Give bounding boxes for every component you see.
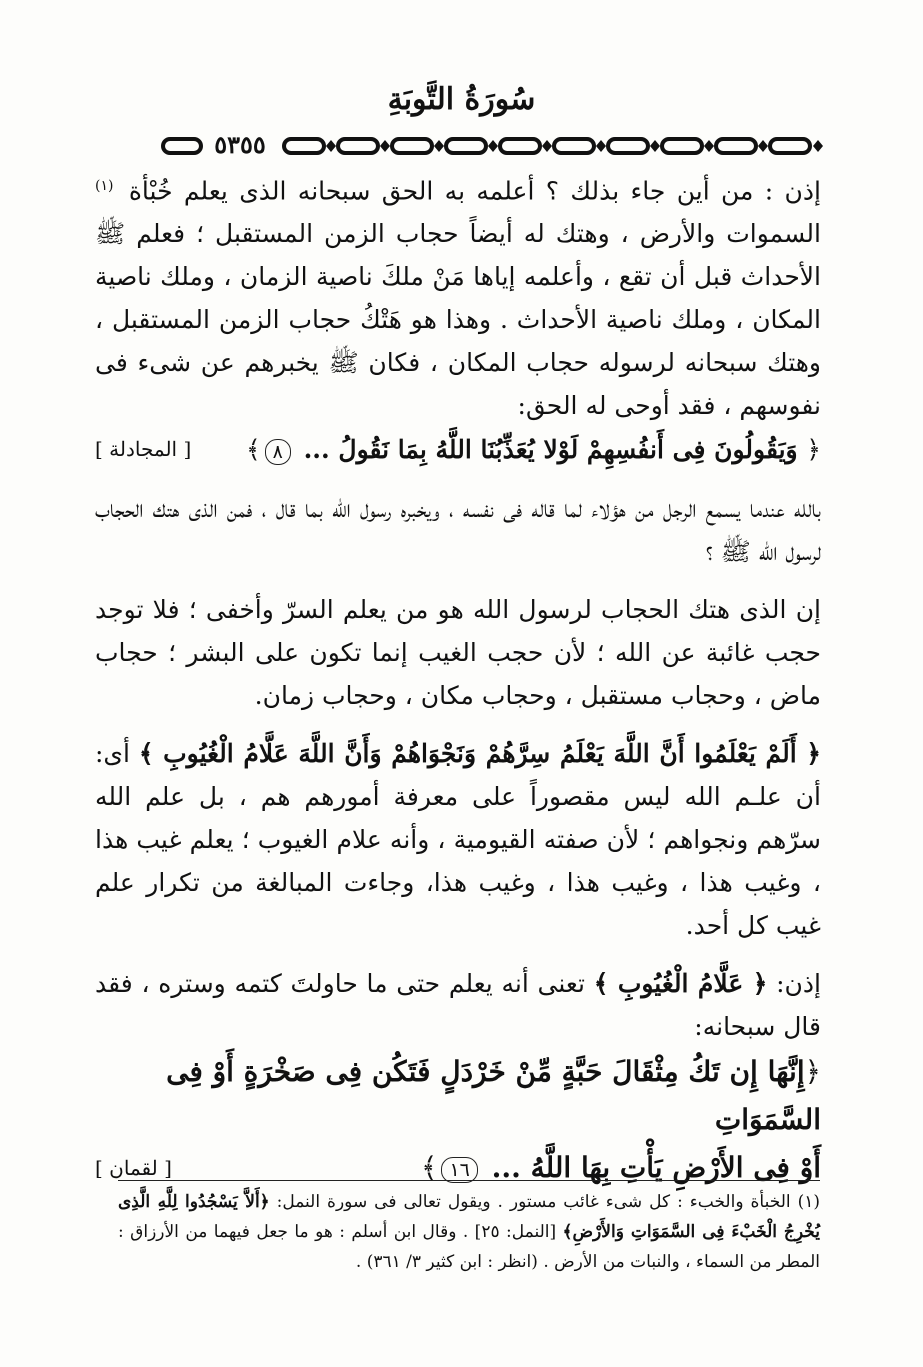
verse-luqman-line-1-text: إِنَّهَا إِن تَكُ مِثْقَالَ حَبَّةٍ مِّنْ خَرْدَلٍ فَتَكُن فِى صَخْرَةٍ أَوْ فِى السَّمَوَاتِ — [166, 1055, 821, 1137]
verse-number-8: ٨ — [265, 439, 291, 465]
verse-alam-yalamu: أَلَمْ يَعْلَمُوا أَنَّ اللَّهَ يَعْلَمُ سِرَّهُمْ وَنَجْوَاهُمْ وَأَنَّ اللَّهَ عَلَّامُ الْغُيُوبِ — [163, 739, 797, 769]
verse-luqman-line-2-text: أَوْ فِى الأَرْضِ يَأْتِ بِهَا اللَّهُ ... — [491, 1151, 821, 1185]
footnote-divider — [118, 1180, 820, 1181]
verse-inline-close: ﴾ — [138, 739, 164, 769]
verse-mujadila-body: ﴿ وَيَقُولُونَ فِى أَنفُسِهِمْ لَوْلا يُعَذِّبُنَا اللَّهُ بِمَا نَقُولُ ... ٨﴾ — [246, 435, 821, 465]
verse-inline-open: ﴿ — [796, 739, 822, 769]
paragraph-1-rest: السموات والأرض ، وهتك له أيضاً حجاب الزمن المستقبل ؛ فعلم ﷺ الأحداث قبل أن تقع ، وأعلمه إياها مَنْ ملكَ ناصية الزمان ، وملك ناصية المكان ، وملك ناصية الأحداث . وهذا هو هَتْكُ حجاب الزمن المستقبل ، وهتك سبحانه لرسوله حجاب المكان ، فكان ﷺ يخبرهم عن شىء فى نفوسهم ، فقد أوحى له الحق: — [95, 219, 821, 421]
footnote-text-start: (١) الخبأة والخبء : كل شىء غائب مستور . ويقول تعالى فى سورة النمل: — [269, 1192, 820, 1212]
footnote — [118, 1187, 820, 1277]
paragraph-5-text: أى: أن علـم الله ليس مقصوراً على معرفة أمورهم هم ، بل علم الله سرّهم ونجواهم ؛ لأن صفته القيومية ، وأنه علام الغيوب ؛ يعلم غيب هذا ، وغيب هذا ، وغيب هذا ، وغيب هذا، وجاءت المبالغة من تكرار علم غيب كل أحد. — [95, 739, 821, 941]
surah-ref-mujadila: [ المجادلة ] — [95, 437, 192, 462]
paragraph-1-start: إذن : من أين جاء بذلك ؟ أعلمه به الحق سبحانه الذى يعلم خُبْأة — [117, 176, 821, 206]
paragraph-6-text: تعنى أنه يعلم حتى ما حاولتَ كتمه وستره ، فقد قال سبحانه: — [95, 969, 821, 1042]
surah-title: سُورَةُ التَّوبَةِ — [387, 82, 536, 117]
header-ornament-row — [80, 128, 830, 164]
verse-mujadila — [95, 427, 821, 472]
page-body — [95, 165, 821, 1192]
ornament-chain — [280, 128, 830, 164]
footnote-verse: ﴿أَلاَّ يَسْجُدُوا لِلَّهِ الَّذِى يُخْرِجُ الْخَبْءَ فِى السَّمَوَاتِ وَالأَرْضِ﴾ — [118, 1192, 820, 1242]
verse-luqman-line-2: أَوْ فِى الأَرْضِ يَأْتِ بِهَا اللَّهُ ... ١٦﴾ [ لقمان ] — [95, 1144, 821, 1192]
inline-verse-allam-alghuyub: عَلَّامُ الْغُيُوبِ — [617, 969, 744, 999]
verse-luqman-line-1: ﴿إِنَّهَا إِن تَكُ مِثْقَالَ حَبَّةٍ مِّنْ خَرْدَلٍ فَتَكُن فِى صَخْرَةٍ أَوْ فِى السَّمَوَاتِ — [166, 1055, 821, 1137]
paragraph-1 — [95, 165, 821, 427]
verse-mujadila-text: وَيَقُولُونَ فِى أَنفُسِهِمْ لَوْلا يُعَذِّبُنَا اللَّهُ بِمَا نَقُولُ ... — [303, 435, 798, 465]
paragraph-6-prefix: إذن: — [767, 969, 821, 999]
paragraph-5 — [95, 732, 821, 947]
page-number: ٥٣٥٥ — [214, 130, 266, 159]
footnote-text-rest: [النمل: ٢٥] . وقال ابن أسلم : هو ما جعل فيهما من الأرزاق : المطر من السماء ، والنبات من الأرض . (انظر : ابن كثير ٣/ ٣٦١) . — [118, 1222, 820, 1272]
footnote-marker: (١) — [95, 178, 114, 194]
ornament-end-link — [160, 128, 204, 164]
paragraph-6: إذن: ﴿ عَلَّامُ الْغُيُوبِ ﴾ تعنى أنه يعلم حتى ما حاولتَ كتمه وستره ، فقد قال سبحانه: — [95, 969, 821, 1042]
verse-number-16: ١٦ — [441, 1157, 477, 1183]
paragraph-3: بالله عندما يسمع الرجل من هؤلاء لما قاله فى نفسه ، ويخبره رسول الله بما قال ، فمن الذى هتك الحجاب لرسول الله ﷺ ؟ — [95, 494, 821, 567]
surah-ref-luqman: [ لقمان ] — [95, 1156, 172, 1181]
verse-luqman — [95, 1048, 821, 1192]
paragraph-4: إن الذى هتك الحجاب لرسول الله هو من يعلم السرّ وأخفى ؛ فلا توجد حجب غائبة عن الله ؛ لأن حجب الغيب إنما تكون على البشر ؛ حجاب ماض ، وحجاب مستقبل ، وحجاب مكان ، وحجاب زمان. — [95, 595, 821, 711]
